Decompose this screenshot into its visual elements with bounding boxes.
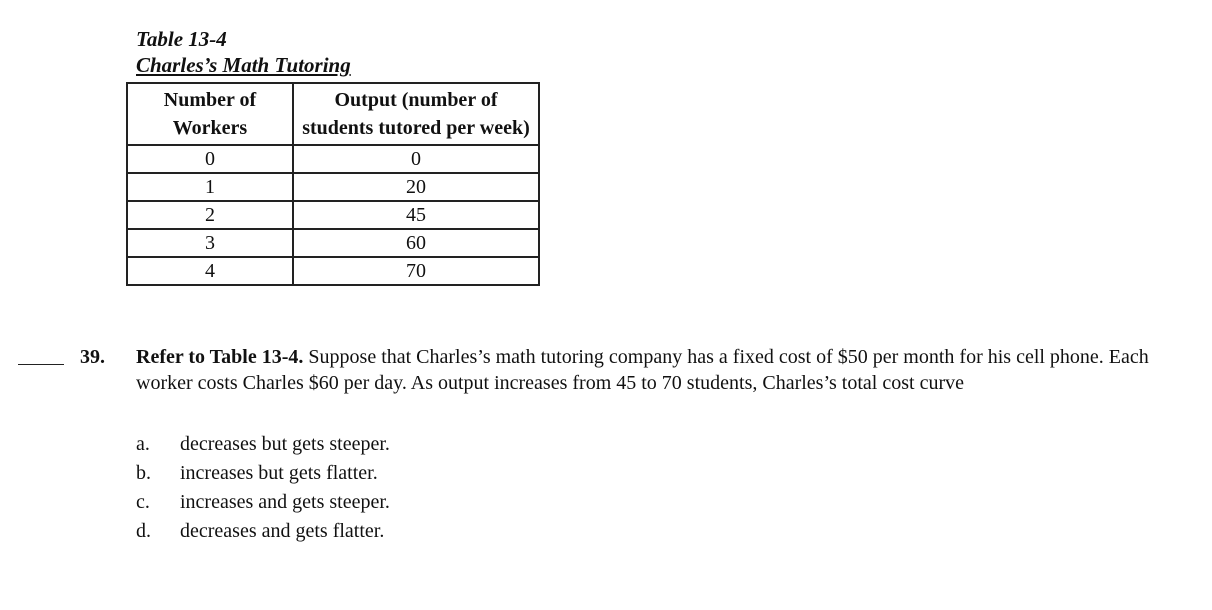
cell-workers: 3: [127, 229, 293, 257]
table-header-row: [127, 83, 539, 145]
choice-b: [136, 459, 390, 488]
table-row: [127, 145, 539, 173]
choice-text: decreases but gets steeper.: [180, 433, 390, 455]
header-output: Output (number of students tutored per week): [293, 83, 539, 145]
tutoring-table: [126, 82, 540, 286]
table-caption: [136, 26, 351, 78]
choice-letter: d.: [136, 520, 151, 542]
answer-choices: [136, 430, 390, 546]
choice-text: increases but gets flatter.: [180, 462, 378, 484]
answer-blank[interactable]: [18, 344, 64, 365]
question-number: 39.: [80, 346, 105, 368]
table-row: [127, 257, 539, 285]
cell-output: 45: [293, 201, 539, 229]
choice-c: [136, 488, 390, 517]
choice-text: decreases and gets flatter.: [180, 520, 385, 542]
choice-d: [136, 517, 390, 546]
header-workers: Number of Workers: [127, 83, 293, 145]
cell-workers: 0: [127, 145, 293, 173]
choice-text: increases and gets steeper.: [180, 491, 390, 513]
cell-workers: 2: [127, 201, 293, 229]
table-row: [127, 173, 539, 201]
question-reference: Refer to Table 13-4.: [136, 346, 304, 368]
choice-letter: c.: [136, 491, 150, 513]
cell-output: 20: [293, 173, 539, 201]
table-row: [127, 201, 539, 229]
cell-output: 70: [293, 257, 539, 285]
table-row: [127, 229, 539, 257]
question-body: Suppose that Charles’s math tutoring company has a fixed cost of $50 per month for his cell phone. Each worker costs Charles $60 per day. As output increases from 45 to 70 students, Charles’s total cost curve: [136, 346, 1149, 394]
cell-output: 0: [293, 145, 539, 173]
table-subtitle: Charles’s Math Tutoring: [136, 53, 351, 77]
cell-output: 60: [293, 229, 539, 257]
choice-letter: b.: [136, 462, 151, 484]
cell-workers: 4: [127, 257, 293, 285]
choice-letter: a.: [136, 433, 150, 455]
cell-workers: 1: [127, 173, 293, 201]
choice-a: [136, 430, 390, 459]
table-title: Table 13-4: [136, 27, 227, 51]
question-text: [136, 344, 1186, 396]
